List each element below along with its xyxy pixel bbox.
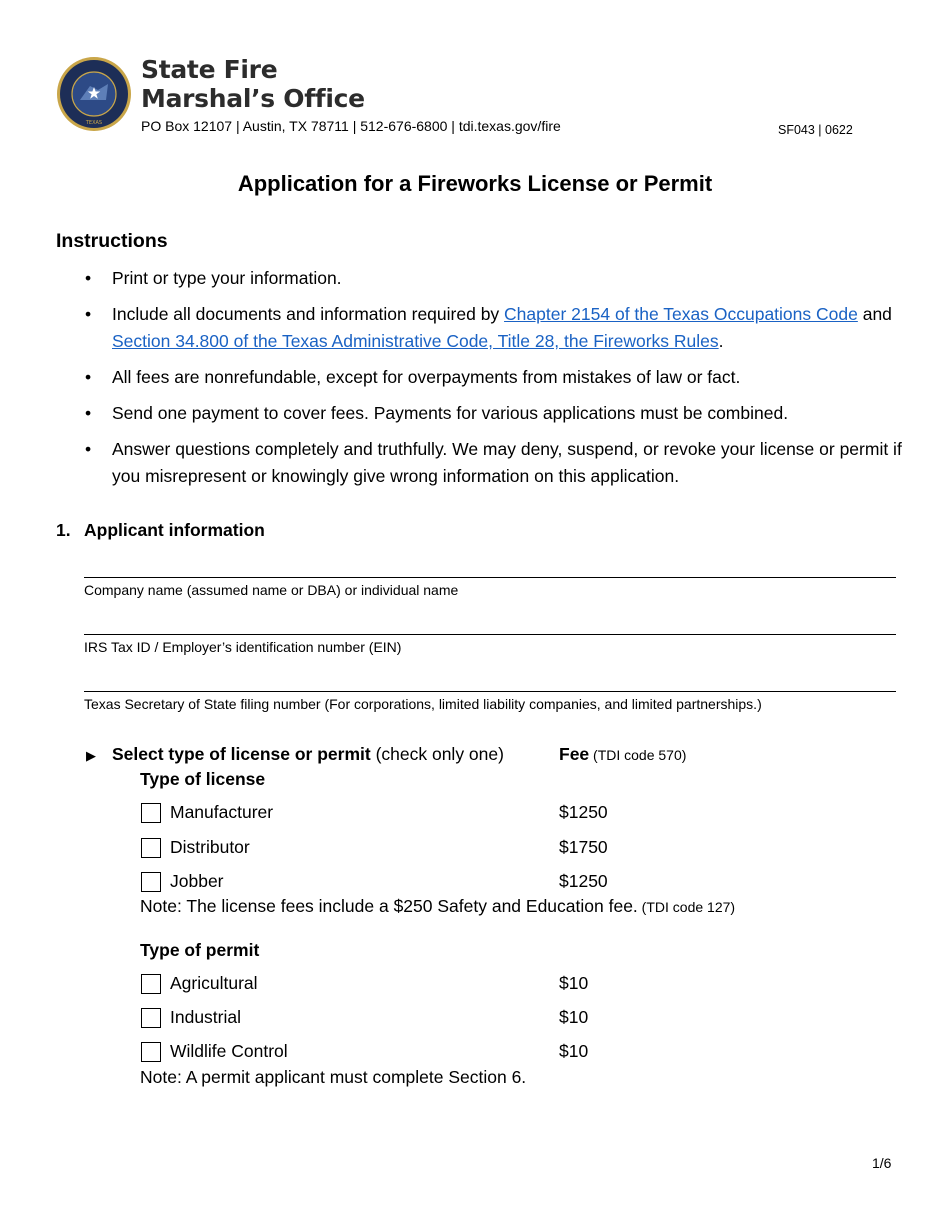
option-label: Jobber — [170, 871, 224, 891]
option-fee: $10 — [559, 1041, 589, 1061]
document-title: Application for a Fireworks License or Permit — [237, 171, 713, 196]
option-fee: $10 — [559, 1007, 589, 1027]
select-type-prompt: ▶ Select type of license or permit (check only one) — [86, 744, 504, 764]
checkbox-jobber[interactable] — [141, 872, 161, 892]
sos-filing-number-field[interactable] — [84, 691, 896, 692]
instruction-item: • Include all documents and information required by Chapter 2154 of the Texas Occupations Code and Section 34.800 of the Texas Administrative Code, Title 28, the Fireworks Rules. — [112, 301, 902, 355]
checkbox-industrial[interactable] — [141, 1008, 161, 1028]
option-fee: $1750 — [559, 837, 608, 857]
checkbox-agricultural[interactable] — [141, 974, 161, 994]
option-fee: $10 — [559, 973, 589, 993]
option-label: Distributor — [170, 837, 250, 857]
instruction-item: • Send one payment to cover fees. Payments for various applications must be combined. — [112, 400, 902, 427]
instruction-item: • Answer questions completely and truthfully. We may deny, suspend, or revoke your license or permit if you misrepresent or knowingly give wrong information on this application. — [112, 436, 902, 490]
state-fire-marshal-seal — [56, 56, 132, 132]
form-code: SF043 | 0622 — [778, 123, 853, 137]
license-fee-note: Note: The license fees include a $250 Safety and Education fee. (TDI code 127) — [140, 896, 736, 916]
instructions-heading: Instructions — [56, 230, 168, 252]
sos-filing-number-label: Texas Secretary of State filing number (For corporations, limited liability companies, and limited partnerships.) — [84, 696, 762, 712]
option-label: Industrial — [170, 1007, 242, 1027]
company-name-field[interactable] — [84, 577, 896, 578]
permit-type-heading: Type of permit — [140, 940, 260, 960]
option-label: Agricultural — [170, 973, 258, 993]
company-name-label: Company name (assumed name or DBA) or individual name — [84, 582, 459, 598]
option-fee: $1250 — [559, 802, 608, 822]
instructions-list — [112, 265, 902, 499]
section-title: Applicant information — [84, 520, 265, 540]
ein-label: IRS Tax ID / Employer’s identification number (EIN) — [84, 639, 402, 655]
page-number: 1/6 — [872, 1155, 892, 1171]
instruction-item: • Print or type your information. — [112, 265, 902, 292]
license-type-heading: Type of license — [140, 769, 266, 789]
instruction-item: • All fees are nonrefundable, except for overpayments from mistakes of law or fact. — [112, 364, 902, 391]
option-label: Wildlife Control — [170, 1041, 288, 1061]
checkbox-wildlife-control[interactable] — [141, 1042, 161, 1062]
link-administrative-code[interactable]: Section 34.800 of the Texas Administrative Code, Title 28, the Fireworks Rules — [112, 331, 719, 351]
option-fee: $1250 — [559, 871, 608, 891]
org-contact-info: PO Box 12107 | Austin, TX 78711 | 512-676-6800 | tdi.texas.gov/fire — [141, 118, 561, 134]
fee-column-heading: Fee (TDI code 570) — [559, 744, 687, 764]
section-number: 1. — [56, 520, 71, 540]
checkbox-distributor[interactable] — [141, 838, 161, 858]
permit-note: Note: A permit applicant must complete Section 6. — [140, 1067, 527, 1087]
ein-field[interactable] — [84, 634, 896, 635]
arrow-right-icon: ▶ — [86, 748, 96, 763]
link-occupations-code[interactable]: Chapter 2154 of the Texas Occupations Code — [504, 304, 858, 324]
org-name-line1: State Fire — [141, 55, 278, 84]
option-label: Manufacturer — [170, 802, 274, 822]
org-name-line2: Marshal’s Office — [141, 84, 365, 113]
seal-bottom-text: TEXAS — [85, 120, 103, 126]
checkbox-manufacturer[interactable] — [141, 803, 161, 823]
